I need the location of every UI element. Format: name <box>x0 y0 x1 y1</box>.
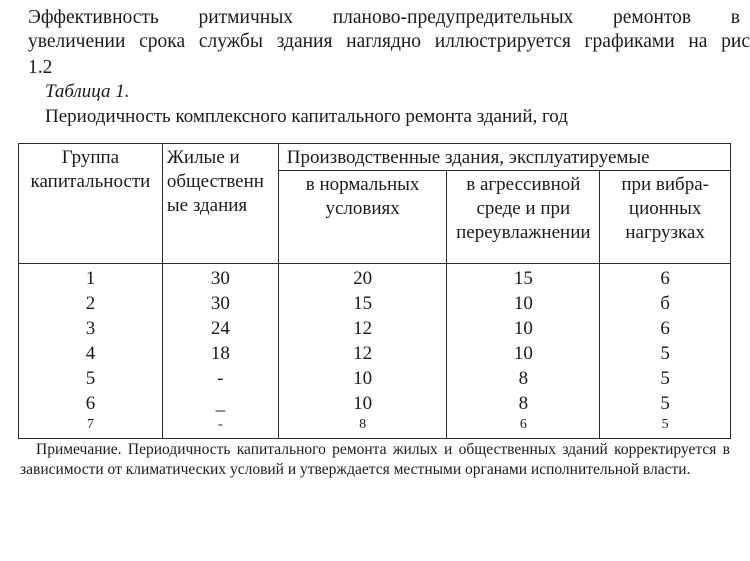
cell-aggressive: 15 <box>447 264 600 292</box>
repair-periodicity-table <box>18 143 731 439</box>
header-aggressive: в агрессивной среде и при переувлажнении <box>447 171 600 264</box>
cell-normal: 12 <box>278 316 447 341</box>
paragraph-line-3: 1.2 <box>28 57 53 78</box>
cell-residential: 30 <box>162 264 278 292</box>
table-row <box>19 416 731 439</box>
cell-vibration: б <box>600 291 731 316</box>
cell-group: 3 <box>19 316 163 341</box>
table-row <box>19 366 731 391</box>
cell-group: 2 <box>19 291 163 316</box>
table-note: Примечание. Периодичность капитального ремонта жилых и общественных зданий корректируется в зависимости от климатических условий и утверждается местными органами исполнительной власти. <box>20 441 730 478</box>
cell-aggressive: 10 <box>447 316 600 341</box>
paragraph-line-1: Эффективность ритмичных планово-предупредительных ремонтов в <box>28 7 740 28</box>
cell-vibration: 5 <box>600 391 731 416</box>
cell-aggressive: 6 <box>447 416 600 439</box>
header-residential: Жилые и общественн ые здания <box>162 144 278 264</box>
cell-normal: 15 <box>278 291 447 316</box>
cell-vibration: 6 <box>600 264 731 292</box>
cell-aggressive: 10 <box>447 341 600 366</box>
table-row <box>19 316 731 341</box>
cell-normal: 8 <box>278 416 447 439</box>
cell-group: 6 <box>19 391 163 416</box>
header-normal: в нормальных условиях <box>278 171 447 264</box>
table-label: Таблица 1. <box>45 81 130 102</box>
cell-group: 1 <box>19 264 163 292</box>
table-title: Периодичность комплексного капитального ремонта зданий, год <box>45 106 568 127</box>
cell-normal: 12 <box>278 341 447 366</box>
cell-normal: 20 <box>278 264 447 292</box>
cell-aggressive: 10 <box>447 291 600 316</box>
cell-residential: - <box>162 416 278 439</box>
cell-vibration: 5 <box>600 416 731 439</box>
table-row <box>19 391 731 416</box>
cell-normal: 10 <box>278 366 447 391</box>
cell-aggressive: 8 <box>447 366 600 391</box>
cell-vibration: 5 <box>600 366 731 391</box>
cell-vibration: 5 <box>600 341 731 366</box>
cell-group: 5 <box>19 366 163 391</box>
paragraph-line-2: увеличении срока службы здания наглядно иллюстрируется графиками на рис <box>28 31 750 52</box>
cell-normal: 10 <box>278 391 447 416</box>
header-group: Группа капитальности <box>19 144 163 264</box>
header-vibration: при вибра- ционных нагрузках <box>600 171 731 264</box>
cell-residential: - <box>162 366 278 391</box>
cell-residential: 18 <box>162 341 278 366</box>
cell-vibration: 6 <box>600 316 731 341</box>
table-row <box>19 291 731 316</box>
cell-residential: 30 <box>162 291 278 316</box>
cell-aggressive: 8 <box>447 391 600 416</box>
cell-residential: 24 <box>162 316 278 341</box>
table-row <box>19 264 731 292</box>
cell-residential: _ <box>162 391 278 416</box>
cell-group: 4 <box>19 341 163 366</box>
table-row <box>19 341 731 366</box>
header-industrial: Производственные здания, эксплуатируемые <box>278 144 730 171</box>
cell-group: 7 <box>19 416 163 439</box>
